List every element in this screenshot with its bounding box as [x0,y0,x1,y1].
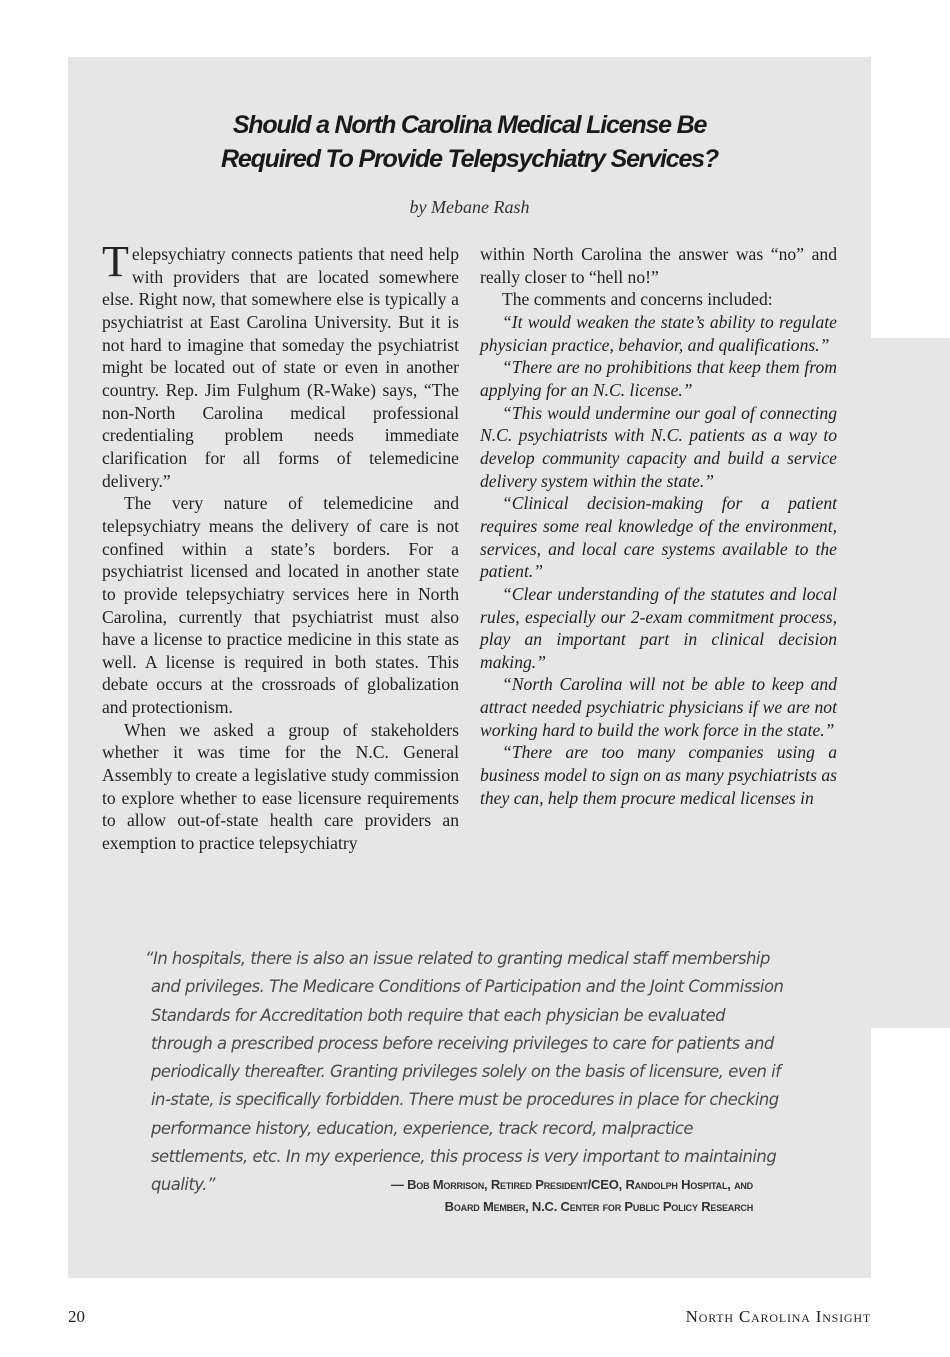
stakeholder-quote: “There are no prohibitions that keep them from applying for an N.C. license.” [480,357,837,400]
paragraph: The very nature of telemedicine and telepsychiatry means the delivery of care is not confined within a state’s borders. For a psychiatrist licensed and located in another state to provide telepsychiatry services here in North Carolina, currently that psychiatrist must also have a license to practice medicine in this state as well. A license is required in both states. This debate occurs at the crossroads of globalization and protectionism. [102,493,459,718]
stakeholder-quote: “There are too many companies using a business model to sign on as many psychiatrists as they can, help them procure medical licenses in [480,742,837,808]
page-edge-tab [871,338,950,1028]
paragraph-text: elepsychiatry connects patients that need help with providers that are located somewhere else. Right now, that somewhere else is typically a psychiatrist at East Carolina University. But it is not hard to imagine that someday the psychiatrist might be located out of state or even in another country. Rep. Jim Fulghum (R-Wake) says, “The non-North Carolina medical professional credentialing problem needs immediate clarification for all forms of telemedicine delivery.” [102,244,459,491]
right-column [480,243,837,809]
paragraph: When we asked a group of stakeholders whether it was time for the N.C. General Assembly to create a legislative study commission to explore whether to ease licensure requirements to allow out-of-state health care providers an exemption to practice telepsychiatry [102,719,459,854]
paragraph: within North Carolina the answer was “no” and really closer to “hell no!” [480,244,837,287]
paragraph: The comments and concerns included: [502,289,773,310]
attribution-line-1: — Bob Morrison, Retired President/CEO, Randolph Hospital, and [390,1177,753,1192]
drop-cap: T [102,237,129,286]
attribution-line-2: Board Member, N.C. Center for Public Policy Research [444,1199,753,1214]
paragraph [102,237,459,492]
publication-name: North Carolina Insight [685,1307,871,1326]
article-title [68,108,871,176]
title-line-1: Should a North Carolina Medical License Be [232,111,707,139]
stakeholder-quote: “North Carolina will not be able to keep and attract needed psychiatric physicians if we are not working hard to build the work force in the state.” [480,674,837,740]
stakeholder-quote: “Clear understanding of the statutes and local rules, especially our 2-exam commitment process, play an important part in clinical decision making.” [480,583,837,672]
pull-quote-attribution [300,1174,753,1218]
pull-quote: “In hospitals, there is also an issue related to granting medical staff membership and privileges. The Medicare Conditions of Participation and the Joint Commission Standards for Accreditation both require that each physician be evaluated through a prescribed process before receiving privileges to care for patients and periodically thereafter. Granting privileges solely on the basis of licensure, even if in-state, is specifically forbidden. There must be procedures in place for checking performance history, education, experience, track record, malpractice settlements, etc. In my experience, this process is very important to maintaining quality.” [145,949,784,1195]
stakeholder-quote: “This would undermine our goal of connecting N.C. psychiatrists with N.C. patients as a way to develop community capacity and build a service delivery system within the state.” [480,402,837,491]
left-column [102,237,459,855]
title-line-2: Required To Provide Telepsychiatry Services? [221,145,718,173]
page-number: 20 [68,1307,85,1326]
stakeholder-quote: “It would weaken the state’s ability to regulate physician practice, behavior, and qualifications.” [480,311,837,355]
byline: by Mebane Rash [409,197,530,217]
stakeholder-quote: “Clinical decision-making for a patient requires some real knowledge of the environment, services, and local care systems available to the patient.” [480,493,837,582]
